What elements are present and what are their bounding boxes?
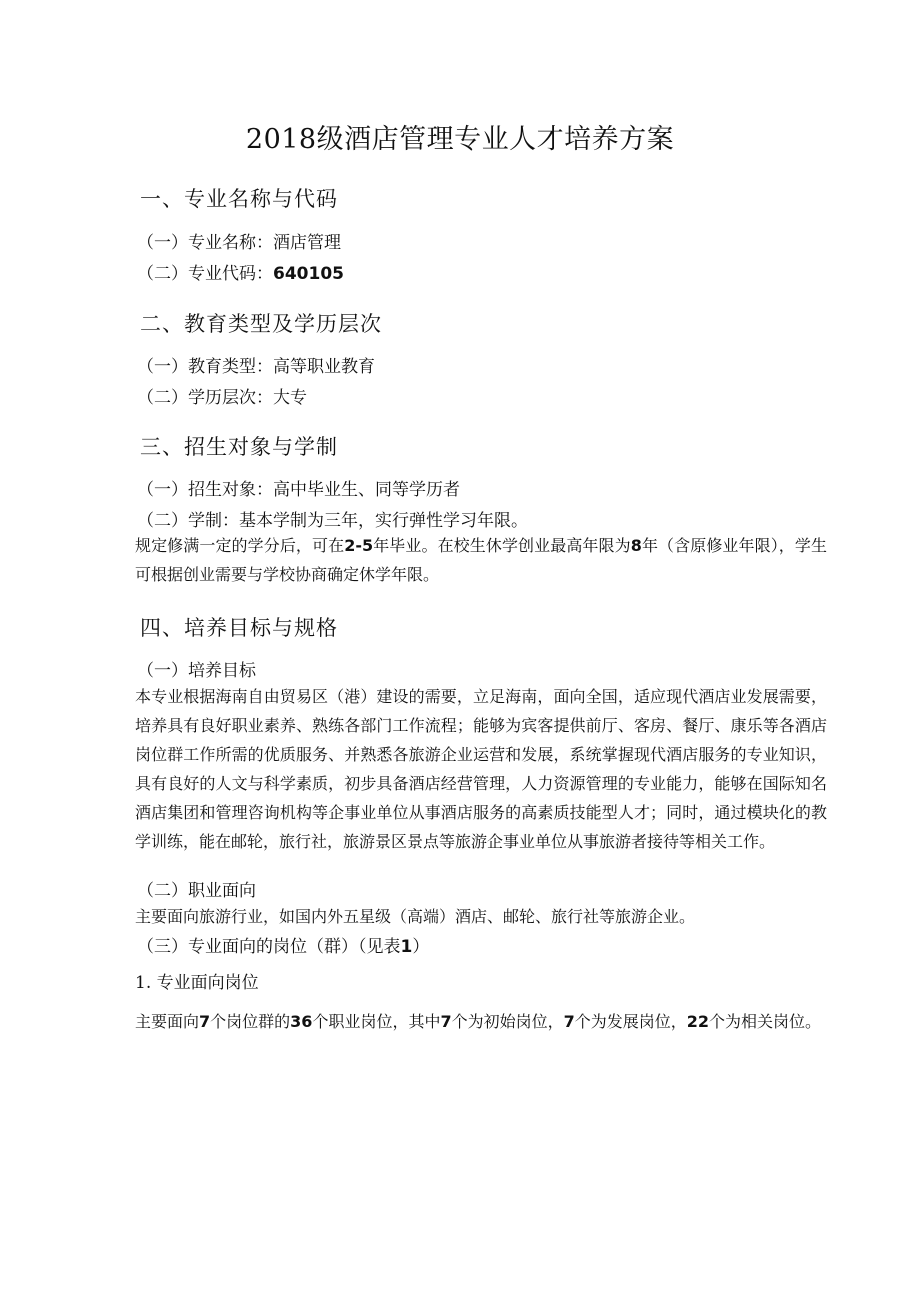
- subsection-1-label: 1. 专业面向岗位: [135, 973, 259, 993]
- section-3-heading: 三、招生对象与学制: [140, 435, 338, 459]
- text-run: 个为初始岗位，: [451, 1012, 564, 1031]
- major-name-line: （一）专业名称：酒店管理: [137, 233, 341, 253]
- career-orientation-paragraph: 主要面向旅游行业，如国内外五星级（高端）酒店、邮轮、旅行社等旅游企业。: [135, 907, 696, 926]
- post-group-count: 7: [199, 1012, 211, 1031]
- section-4-heading: 四、培养目标与规格: [140, 616, 338, 640]
- years-range: 2-5: [344, 536, 374, 555]
- document-title: 2018级酒店管理专业人才培养方案: [245, 124, 675, 155]
- text-run: 年（含原修业年限），学生可根据创业需要与学校协商确定休学年限。: [135, 536, 827, 584]
- section-2-heading: 二、教育类型及学历层次: [140, 312, 382, 336]
- initial-post-count: 7: [440, 1012, 452, 1031]
- major-code-label: （二）专业代码：: [137, 264, 273, 284]
- text-run: 年毕业。在校生休学创业最高年限为: [373, 536, 631, 555]
- text-run: 个为相关岗位。: [709, 1012, 822, 1031]
- posts-heading: [137, 932, 429, 957]
- post-count: 36: [290, 1012, 313, 1031]
- text-run: ）: [412, 937, 430, 957]
- text-run: 个为发展岗位，: [574, 1012, 687, 1031]
- education-level-line: （二）学历层次：大专: [137, 388, 307, 408]
- enrollment-target-line: （一）招生对象：高中毕业生、同等学历者: [137, 480, 460, 500]
- table-ref-number: 1: [400, 937, 413, 957]
- text-run: 个职业岗位，其中: [312, 1012, 441, 1031]
- section-1-heading: 一、专业名称与代码: [140, 187, 338, 211]
- text-run: 个岗位群的: [210, 1012, 291, 1031]
- study-system-paragraph: [135, 531, 827, 589]
- development-post-count: 7: [563, 1012, 575, 1031]
- text-run: 规定修满一定的学分后，可在: [135, 536, 345, 555]
- major-code-value: 640105: [273, 264, 344, 284]
- training-goal-label: （一）培养目标: [137, 661, 256, 681]
- study-system-line: （二）学制：基本学制为三年，实行弹性学习年限。: [137, 511, 528, 531]
- related-post-count: 22: [686, 1012, 710, 1031]
- career-orientation-label: （二）职业面向: [137, 881, 256, 901]
- major-code-line: [137, 259, 344, 284]
- education-type-line: （一）教育类型：高等职业教育: [137, 357, 375, 377]
- max-years: 8: [630, 536, 642, 555]
- text-run: 主要面向: [135, 1012, 200, 1031]
- posts-paragraph: [135, 1007, 827, 1036]
- training-goal-paragraph: 本专业根据海南自由贸易区（港）建设的需要，立足海南，面向全国，适应现代酒店业发展需要，培养具有良好职业素养、熟练各部门工作流程；能够为宾客提供前厅、客房、餐厅、康乐等各酒店岗位群工作所需的优质服务、并熟悉各旅游企业运营和发展，系统掌握现代酒店服务的专业知识，具有良好的人文与科学素质，初步具备酒店经营管理，人力资源管理的专业能力，能够在国际知名酒店集团和管理咨询机构等企事业单位从事酒店服务的高素质技能型人才；同时，通过模块化的教学训练，能在邮轮，旅行社，旅游景区景点等旅游企事业单位从事旅游者接待等相关工作。: [135, 687, 827, 851]
- text-run: （三）专业面向的岗位（群）（见表: [137, 937, 401, 957]
